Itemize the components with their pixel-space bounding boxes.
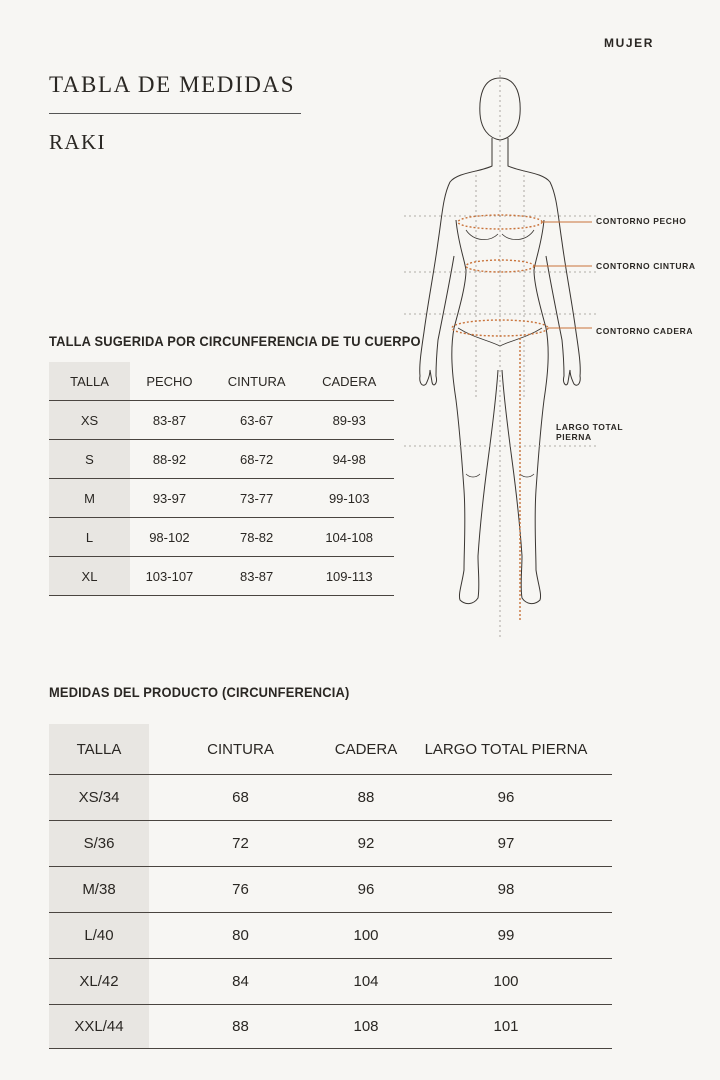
table-cell: 88 bbox=[232, 1018, 249, 1035]
table-row bbox=[49, 1005, 612, 1049]
table-cell: 93-97 bbox=[152, 490, 187, 506]
table-row bbox=[49, 775, 612, 821]
table-row bbox=[49, 959, 612, 1005]
column-header: CADERA bbox=[322, 373, 377, 389]
size-cell: XL bbox=[49, 557, 130, 596]
table-row bbox=[49, 479, 394, 518]
table-cell: 104-108 bbox=[325, 529, 374, 545]
body-table-heading: TALLA SUGERIDA POR CIRCUNFERENCIA DE TU CUERPO bbox=[49, 333, 421, 349]
product-table-heading: MEDIDAS DEL PRODUCTO (CIRCUNFERENCIA) bbox=[49, 684, 350, 700]
table-cell: 68-72 bbox=[240, 451, 274, 467]
page-title: TABLA DE MEDIDAS bbox=[49, 72, 296, 97]
table-cell: 92 bbox=[357, 835, 375, 852]
table-cell: 88-92 bbox=[152, 451, 187, 467]
table-cell: 68 bbox=[232, 789, 249, 806]
table-cell: 97 bbox=[497, 835, 515, 852]
hip-measure-ring bbox=[452, 320, 548, 336]
size-cell: M/38 bbox=[49, 867, 149, 913]
waist-measure-label: CONTORNO CINTURA bbox=[596, 261, 696, 271]
hip-measure-label: CONTORNO CADERA bbox=[596, 326, 694, 336]
table-cell: 78-82 bbox=[240, 529, 274, 545]
table-cell: 83-87 bbox=[240, 568, 274, 584]
table-cell: 103-107 bbox=[145, 568, 194, 584]
table-cell: 94-98 bbox=[332, 451, 366, 467]
gender-label: MUJER bbox=[604, 36, 655, 50]
column-header: CINTURA bbox=[207, 740, 274, 758]
table-cell: 98 bbox=[497, 881, 515, 898]
table-cell: 80 bbox=[232, 927, 249, 944]
column-header: TALLA bbox=[49, 724, 149, 775]
table-cell: 96 bbox=[357, 881, 375, 898]
table-cell: 63-67 bbox=[240, 412, 274, 428]
table-row bbox=[49, 401, 394, 440]
table-cell: 96 bbox=[497, 789, 515, 806]
table-row bbox=[49, 440, 394, 479]
table-cell: 88 bbox=[357, 789, 375, 806]
table-row bbox=[49, 867, 612, 913]
body-measurement-figure bbox=[400, 70, 720, 640]
leg-length-label-line2: PIERNA bbox=[556, 432, 592, 442]
size-cell: XS/34 bbox=[49, 775, 149, 821]
table-cell: 84 bbox=[232, 973, 249, 990]
column-header: LARGO TOTAL PIERNA bbox=[424, 740, 588, 758]
product-measure-table bbox=[49, 724, 612, 1049]
size-cell: L bbox=[49, 518, 130, 557]
size-cell: S bbox=[49, 440, 130, 479]
table-cell: 89-93 bbox=[332, 412, 366, 428]
column-header: CINTURA bbox=[227, 373, 286, 389]
table-row bbox=[49, 557, 394, 596]
body-size-table bbox=[49, 362, 394, 596]
table-cell: 99-103 bbox=[328, 490, 370, 506]
table-cell: 109-113 bbox=[325, 568, 373, 584]
table-row bbox=[49, 518, 394, 557]
size-cell: XXL/44 bbox=[49, 1005, 149, 1049]
column-header: TALLA bbox=[49, 362, 130, 401]
table-cell: 108 bbox=[353, 1018, 379, 1035]
size-cell: S/36 bbox=[49, 821, 149, 867]
chest-measure-label: CONTORNO PECHO bbox=[596, 216, 687, 226]
table-header-row bbox=[49, 362, 394, 401]
table-row bbox=[49, 821, 612, 867]
table-cell: 100 bbox=[353, 927, 379, 944]
table-cell: 83-87 bbox=[152, 412, 187, 428]
leg-length-label-line1: LARGO TOTAL bbox=[556, 422, 624, 432]
size-cell: XL/42 bbox=[49, 959, 149, 1005]
size-cell: M bbox=[49, 479, 130, 518]
female-silhouette-illustration bbox=[400, 70, 720, 640]
title-divider bbox=[49, 113, 301, 114]
table-cell: 76 bbox=[232, 881, 249, 898]
table-cell: 99 bbox=[497, 927, 515, 944]
size-cell: L/40 bbox=[49, 913, 149, 959]
product-name: RAKI bbox=[49, 130, 106, 154]
table-row bbox=[49, 913, 612, 959]
size-cell: XS bbox=[49, 401, 130, 440]
column-header: PECHO bbox=[146, 373, 193, 389]
column-header: CADERA bbox=[334, 740, 398, 758]
table-cell: 98-102 bbox=[149, 529, 190, 545]
table-cell: 100 bbox=[493, 973, 519, 990]
table-cell: 104 bbox=[353, 973, 379, 990]
table-cell: 72 bbox=[232, 835, 249, 852]
table-header-row bbox=[49, 724, 612, 775]
table-cell: 73-77 bbox=[240, 490, 274, 506]
table-cell: 101 bbox=[493, 1018, 519, 1035]
